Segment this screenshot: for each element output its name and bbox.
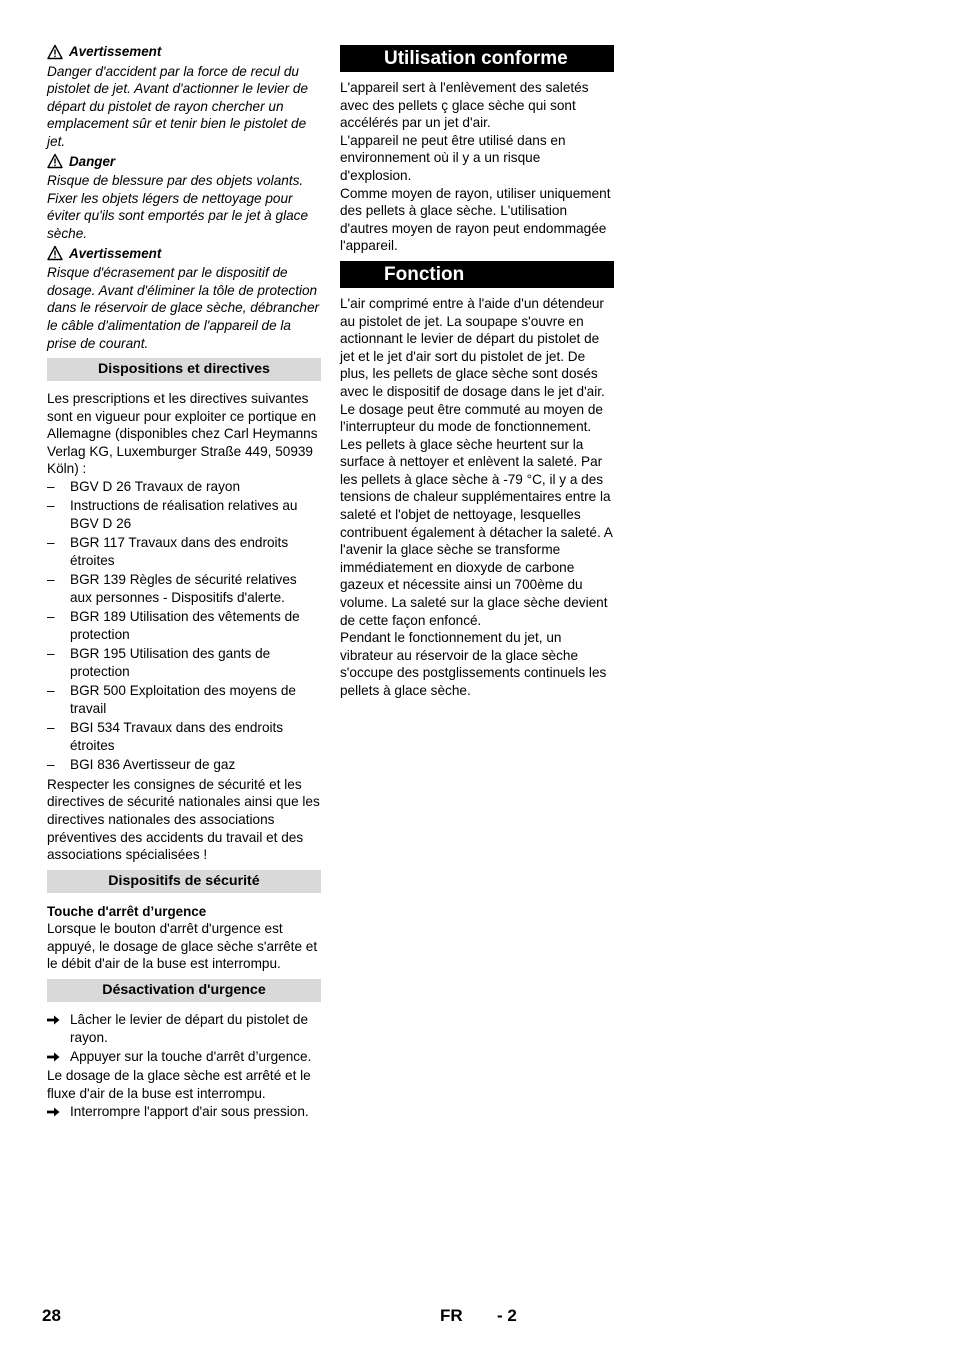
left-column: [47, 42, 321, 1122]
utilisation-paragraph: L'appareil sert à l'enlèvement des saletés avec des pellets ç glace sèche qui sont accélérés par un jet d'air.: [340, 80, 589, 131]
step-item: [47, 1048, 321, 1066]
page-number: 28: [42, 1306, 61, 1325]
utilisation-paragraph: Comme moyen de rayon, utiliser uniquement des pellets à glace sèche. L'utilisation d'autres moyen de rayon peut endommagée l'appareil.: [340, 185, 611, 254]
list-item: – BGI 534 Travaux dans des endroits étroites: [47, 719, 321, 754]
warning-title: Avertissement: [69, 44, 162, 59]
warning-triangle-icon: [47, 153, 63, 169]
emergency-stop-subheading: Touche d'arrêt d’urgence: [47, 903, 207, 919]
desactivation-text: Le dosage de la glace sèche est arrêté et le fluxe d'air de la buse est interrompu.: [47, 1068, 311, 1102]
list-item: – BGV D 26 Travaux de rayon: [47, 478, 321, 496]
arrow-right-icon: [47, 1052, 60, 1062]
warning-text: Risque de blessure par des objets volants. Fixer les objets légers de nettoyage pour éviter qu'ils sont emportés par le jet à glace sèche.: [47, 173, 309, 241]
emergency-steps-list: [47, 1011, 321, 1066]
step-item: [47, 1011, 321, 1046]
arrow-right-icon: [47, 1015, 60, 1025]
fonction-paragraph: Pendant le fonctionnement du jet, un vibrateur au réservoir de la glace sèche s'occupe des postglissements continuels les pellets à glace sèche.: [340, 630, 607, 698]
list-item: – BGI 836 Avertisseur de gaz: [47, 756, 321, 774]
page-suffix: - 2: [497, 1306, 517, 1325]
warning-triangle-icon: [47, 44, 63, 60]
step-text: Interrompre l'apport d'air sous pression.: [70, 1103, 309, 1119]
step-text: Appuyer sur la touche d'arrêt d’urgence.: [70, 1049, 312, 1065]
dispositions-outro: Respecter les consignes de sécurité et les directives de sécurité nationales ainsi que les directives nationales des associations préventives des accidents du travail et des associations spécialisées !: [47, 776, 320, 863]
warning-title: Avertissement: [69, 245, 162, 261]
list-item: – BGR 117 Travaux dans des endroits étroites: [47, 534, 321, 569]
list-item: – BGR 195 Utilisation des gants de protection: [47, 645, 321, 680]
warning-heading: [47, 245, 321, 263]
warning-text: Danger d'accident par la force de recul du pistolet de jet. Avant d'actionner le levier de départ du pistolet de rayon chercher un emplacement sûr et tenir bien le pistolet de jet.: [47, 63, 309, 149]
right-column: [340, 42, 614, 700]
section-heading-securite: Dispositifs de sécurité: [47, 870, 321, 893]
language-code: FR: [440, 1306, 463, 1325]
warning-heading: [47, 153, 321, 171]
warning-triangle-icon: [47, 245, 63, 261]
arrow-right-icon: [47, 1107, 60, 1117]
list-item: – Instructions de réalisation relatives au BGV D 26: [47, 497, 321, 532]
warning-title: Danger: [69, 153, 116, 169]
list-item: – BGR 189 Utilisation des vêtements de protection: [47, 608, 321, 643]
fonction-paragraph: L'air comprimé entre à l'aide d'un détendeur au pistolet de jet. La soupape s'ouvre en actionnant le levier de départ du pistolet de jet et le jet d'air sort du pistolet de jet. De plus, les pellets de glace sèche sont dosés avec le dispositif de dosage dans le jet d'air. Le dosage peut être commuté au moyen de l'interrupteur du mode de fonctionnement. Les pellets à glace sèche heurtent sur la surface à nettoyer et enlèvent la saleté. Par les pellets à glace sèche à -79 °C, il y a des tensions de chaleur supplémentaires entre la saleté et l'objet de nettoyage, lesquelles contribuent également à détacher la saleté. A l'avenir la glace sèche se transforme immédiatement en dioxyde de carbone gazeux et nécessite ainsi un 700ème du volume. La saleté sur la glace sèche devient de cette façon enfoncé.: [340, 295, 613, 628]
section-heading-utilisation: Utilisation conforme: [340, 45, 614, 72]
warning-heading: [47, 43, 321, 61]
section-heading-desactivation: Désactivation d'urgence: [47, 979, 321, 1002]
emergency-final-step: [47, 1103, 321, 1121]
regulations-list: [47, 478, 321, 774]
list-item: – BGR 139 Règles de sécurité relatives aux personnes - Dispositifs d'alerte.: [47, 571, 321, 606]
step-item: [47, 1103, 321, 1121]
emergency-stop-text: Lorsque le bouton d'arrêt d'urgence est appuyé, le dosage de glace sèche s'arrête et le débit d'air de la buse est interrompu.: [47, 921, 318, 972]
list-item: – BGR 500 Exploitation des moyens de travail: [47, 682, 321, 717]
utilisation-paragraph: L'appareil ne peut être utilisé dans en environnement où il y a un risque d'explosion.: [340, 132, 566, 183]
dispositions-intro: Les prescriptions et les directives suivantes sont en vigueur pour exploiter ce portique en Allemagne (disponibles chez Carl Heymanns Verlag KG, Luxemburger Straße 449, 50939 Köln) :: [47, 391, 318, 477]
section-heading-dispositions: Dispositions et directives: [47, 358, 321, 381]
section-heading-fonction: Fonction: [340, 261, 614, 288]
step-text: Lâcher le levier de départ du pistolet de rayon.: [70, 1012, 309, 1045]
warning-text: Risque d'écrasement par le dispositif de dosage. Avant d'éliminer la tôle de protection dans le réservoir de glace sèche, débrancher le câble d'alimentation de l'appareil de la prise de courant.: [47, 265, 320, 351]
